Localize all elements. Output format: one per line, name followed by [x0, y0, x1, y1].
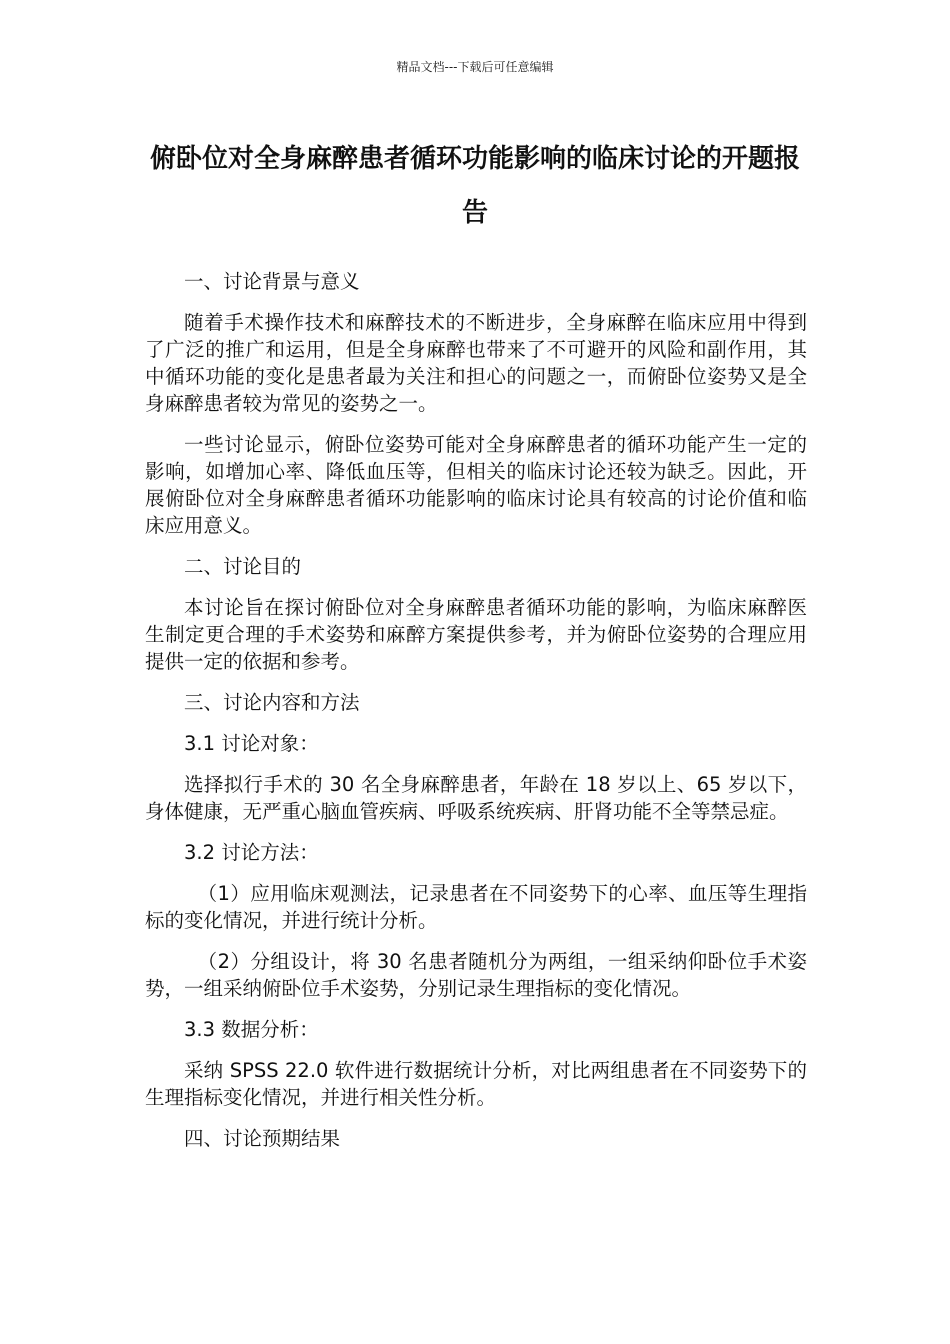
document-title: 俯卧位对全身麻醉患者循环功能影响的临床讨论的开题报告	[149, 144, 800, 228]
method-item-1: （1）应用临床观测法，记录患者在不同姿势下的心率、血压等生理指标的变化情况，并进行统计分析。	[145, 882, 807, 932]
section-heading-purpose: 二、讨论目的	[184, 555, 302, 578]
section-heading-content-methods: 三、讨论内容和方法	[184, 691, 360, 714]
section-heading-background: 一、讨论背景与意义	[184, 270, 360, 293]
paragraph-background-1: 随着手术操作技术和麻醉技术的不断进步，全身麻醉在临床应用中得到了广泛的推广和运用，但是全身麻醉也带来了不可避开的风险和副作用，其中循环功能的变化是患者最为关注和担心的问题之一，而俯卧位姿势又是全身麻醉患者较为常见的姿势之一。	[145, 311, 807, 415]
section-heading-expected-results: 四、讨论预期结果	[184, 1127, 341, 1150]
subsection-heading-subjects: 3.1 讨论对象：	[184, 732, 319, 755]
subsection-heading-methods: 3.2 讨论方法：	[184, 841, 319, 864]
paragraph-background-2: 一些讨论显示，俯卧位姿势可能对全身麻醉患者的循环功能产生一定的影响，如增加心率、降低血压等，但相关的临床讨论还较为缺乏。因此，开展俯卧位对全身麻醉患者循环功能影响的临床讨论具有较高的讨论价值和临床应用意义。	[145, 433, 807, 537]
paragraph-purpose: 本讨论旨在探讨俯卧位对全身麻醉患者循环功能的影响，为临床麻醉医生制定更合理的手术姿势和麻醉方案提供参考，并为俯卧位姿势的合理应用提供一定的依据和参考。	[145, 596, 807, 673]
paragraph-subjects: 选择拟行手术的 30 名全身麻醉患者，年龄在 18 岁以上、65 岁以下，身体健康，无严重心脑血管疾病、呼吸系统疾病、肝肾功能不全等禁忌症。	[145, 773, 807, 823]
method-item-2: （2）分组设计，将 30 名患者随机分为两组，一组采纳仰卧位手术姿势，一组采纳俯卧位手术姿势，分别记录生理指标的变化情况。	[145, 950, 807, 1000]
page-header-note: 精品文档---下载后可任意编辑	[396, 60, 554, 74]
document-body	[145, 268, 807, 1166]
subsection-heading-data-analysis: 3.3 数据分析：	[184, 1018, 319, 1041]
paragraph-data-analysis: 采纳 SPSS 22.0 软件进行数据统计分析，对比两组患者在不同姿势下的生理指标变化情况，并进行相关性分析。	[145, 1059, 807, 1109]
